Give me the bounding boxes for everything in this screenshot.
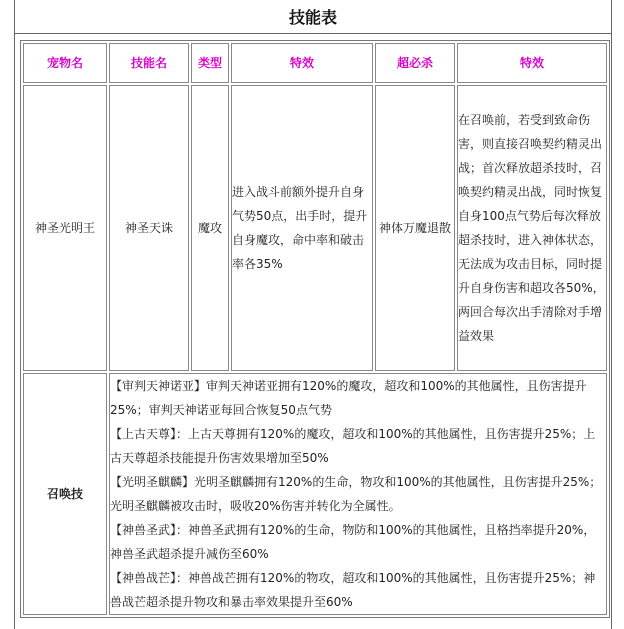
pet-name: 神圣光明王 xyxy=(23,85,107,371)
header-pet-name: 宠物名 xyxy=(23,43,107,83)
summon-name: 【光明圣麒麟】 xyxy=(110,475,195,489)
header-ultimate: 超必杀 xyxy=(375,43,455,83)
list-item xyxy=(110,470,606,518)
skill-type: 魔攻 xyxy=(191,85,229,371)
summon-text: 审判天神诺亚拥有120%的魔攻，超攻和100%的其他属性，且伤害提升25%；审判天神诺亚每回合恢复50点气势 xyxy=(110,379,587,417)
skill-name: 神圣天诛 xyxy=(109,85,189,371)
summon-label: 召唤技 xyxy=(23,373,107,615)
list-item xyxy=(110,422,606,470)
list-item xyxy=(110,374,606,422)
summon-text: 光明圣麒麟拥有120%的生命，物攻和100%的其他属性，且伤害提升25%；光明圣麒麟被攻击时，吸收20%伤害并转化为全属性。 xyxy=(110,475,602,513)
summon-text: ：神兽圣武拥有120%的生命，物防和100%的其他属性，且格挡率提升20%，神兽圣武超杀提升减伤至60% xyxy=(110,523,596,561)
header-skill-name: 技能名 xyxy=(109,43,189,83)
summon-name: 【神兽战芒】 xyxy=(110,571,177,585)
ultimate-effect: 在召唤前，若受到致命伤害，则直接召唤契约精灵出战；首次释放超杀技时，召唤契约精灵出战，同时恢复自身100点气势后每次释放超杀技时，进入神体状态，无法成为攻击目标，同时提升自身伤害和超攻各50%，两回合每次出手清除对手增益效果 xyxy=(457,85,607,371)
header-effect: 特效 xyxy=(231,43,373,83)
summon-description xyxy=(109,373,607,615)
header-ultimate-effect: 特效 xyxy=(457,43,607,83)
summon-name: 【上古天尊】 xyxy=(110,427,177,441)
summon-name: 【神兽圣武】 xyxy=(110,523,177,537)
page-title: 技能表 xyxy=(14,0,612,34)
skill-effect: 进入战斗前额外提升自身气势50点，出手时，提升自身魔攻，命中率和破击率各35% xyxy=(231,85,373,371)
header-type: 类型 xyxy=(191,43,229,83)
summon-text: ：神兽战芒拥有120%的物攻，超攻和100%的其他属性，且伤害提升25%；神兽战芒超杀提升物攻和暴击率效果提升至60% xyxy=(110,571,596,609)
summon-name: 【审判天神诺亚】 xyxy=(110,379,207,393)
summon-row xyxy=(23,373,607,615)
table-row xyxy=(23,85,607,371)
ultimate-name: 神体万魔退散 xyxy=(375,85,455,371)
summon-text: ：上古天尊拥有120%的魔攻，超攻和100%的其他属性，且伤害提升25%；上古天尊超杀技能提升伤害效果增加至50% xyxy=(110,427,596,465)
header-row xyxy=(23,43,607,83)
skill-table xyxy=(20,40,610,618)
list-item xyxy=(110,566,606,614)
list-item xyxy=(110,518,606,566)
